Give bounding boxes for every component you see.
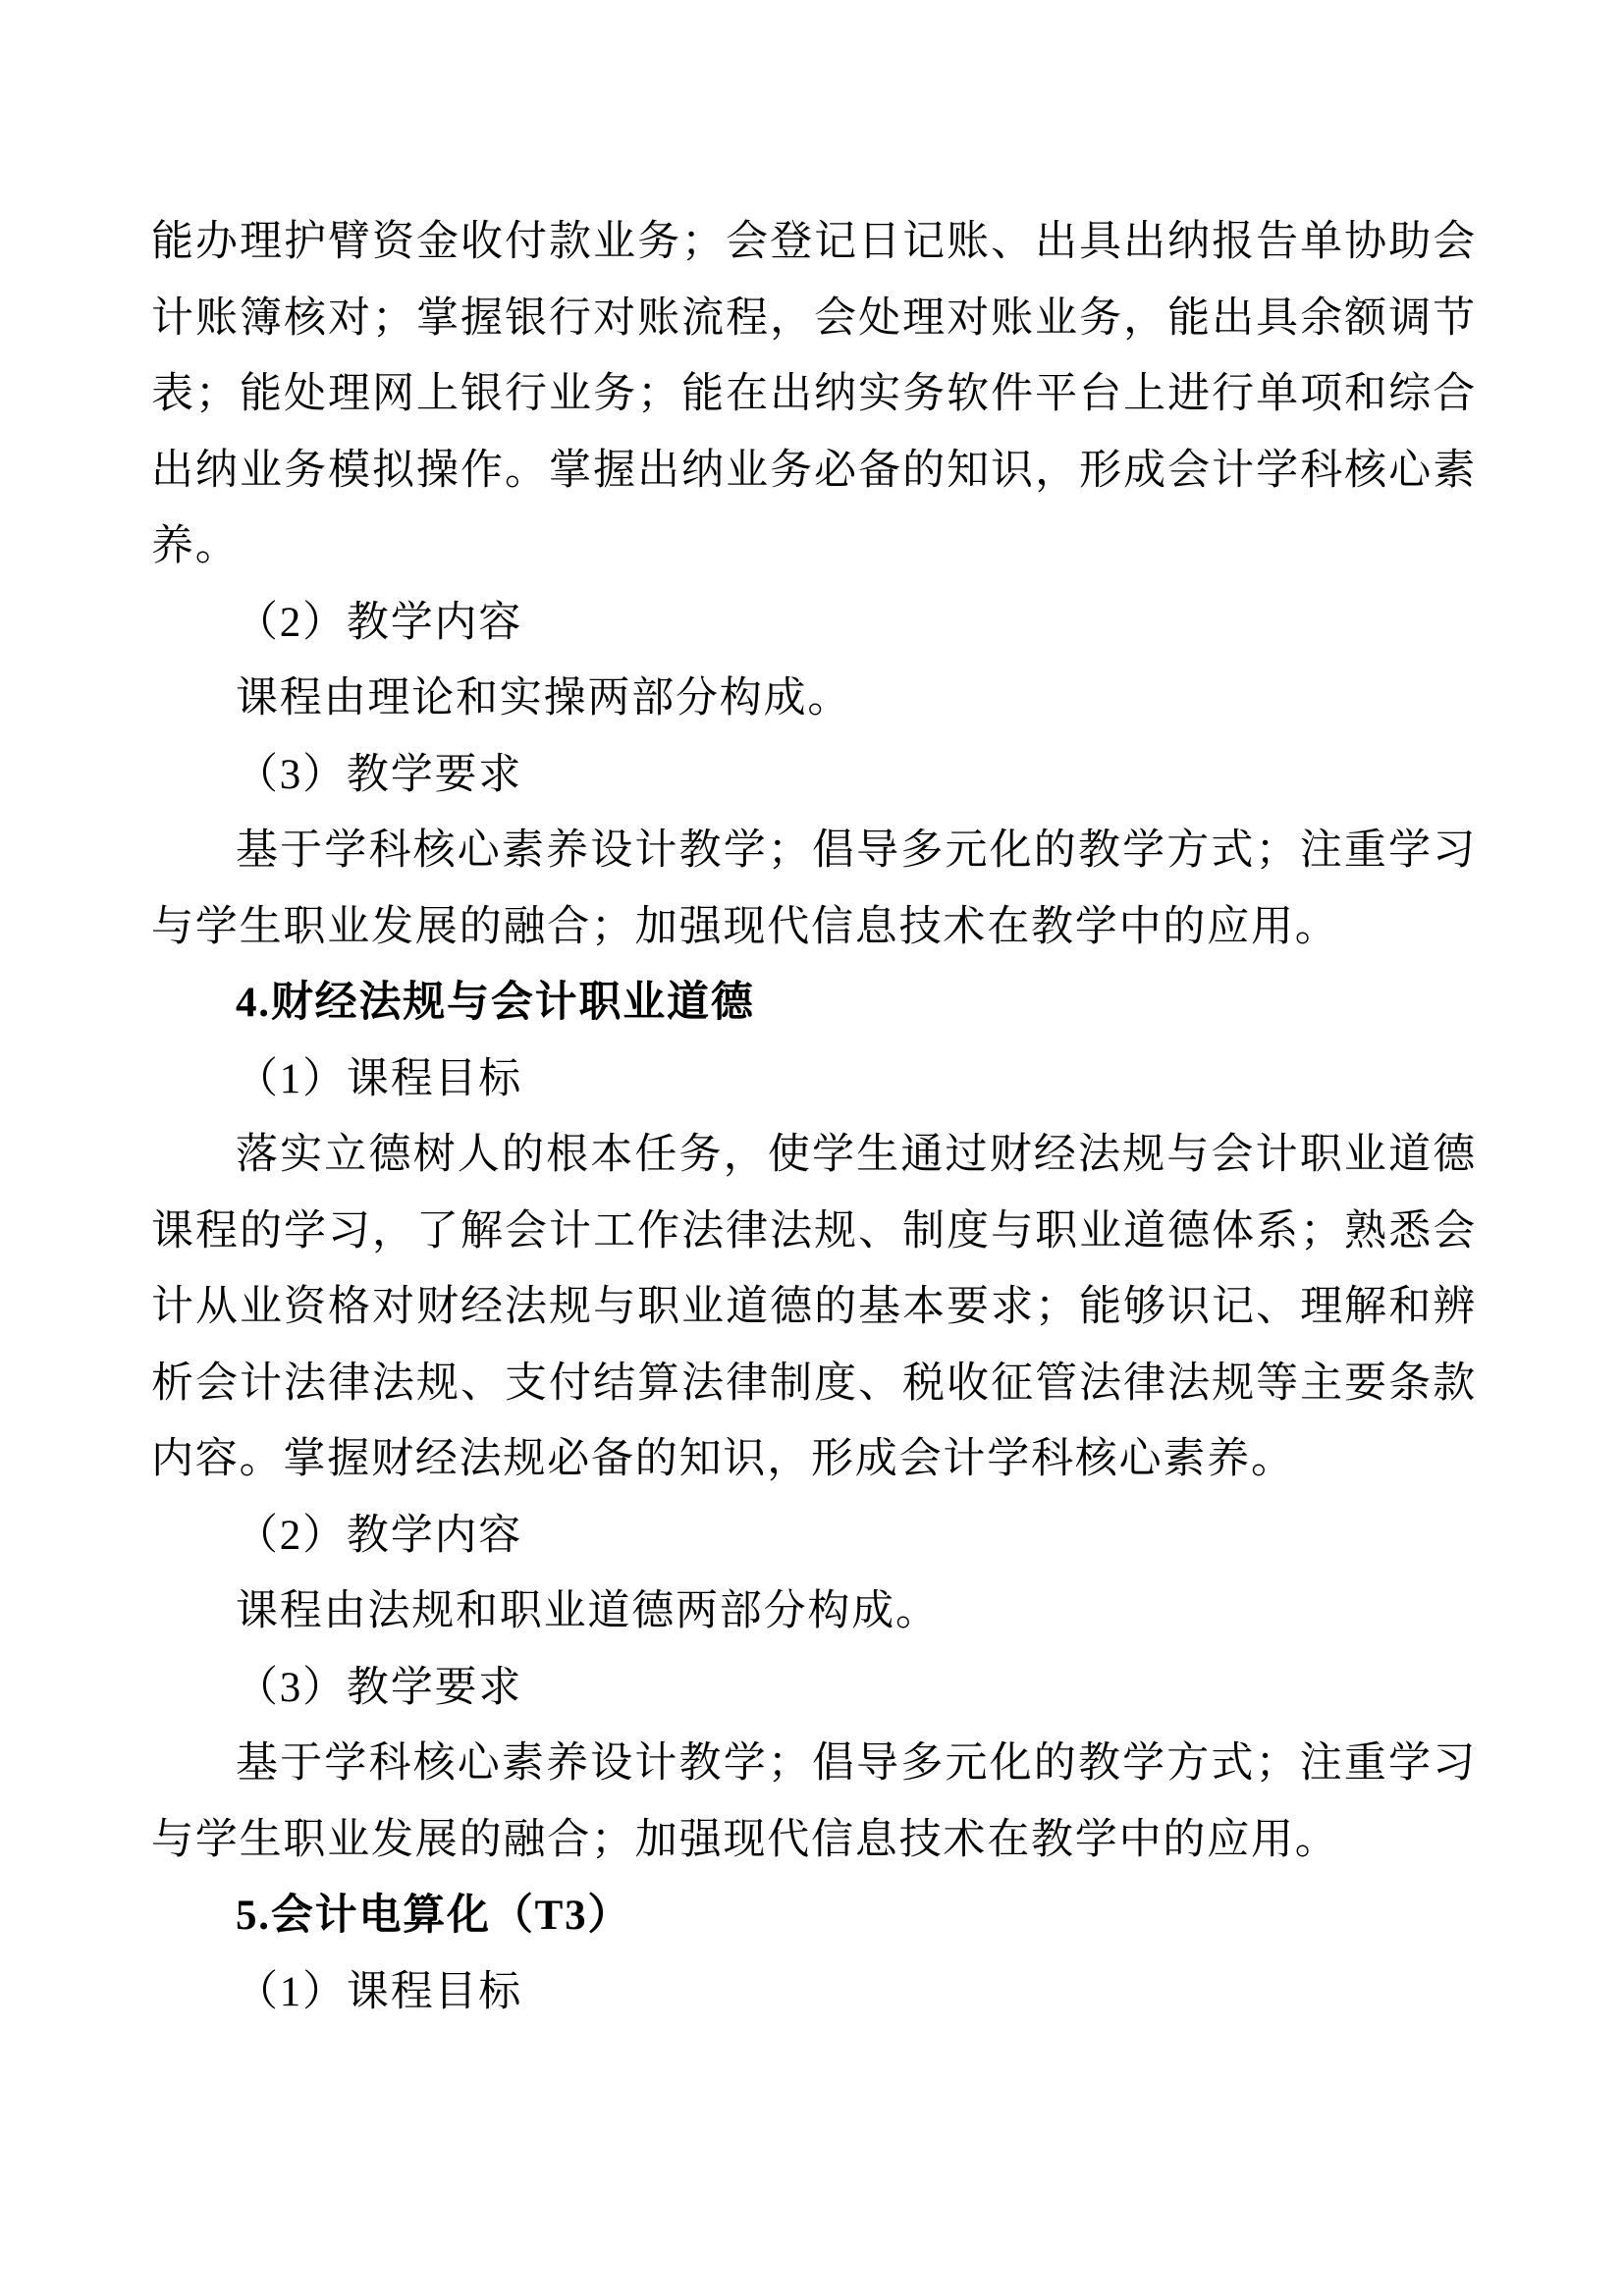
paragraph-finance-law-objective-detail: 落实立德树人的根本任务，使学生通过财经法规与会计职业道德课程的学习，了解会计工作法律法规、制度与职业道德体系；熟悉会计从业资格对财经法规与职业道德的基本要求；能够识记、理解和辨析会计法律法规、支付结算法律制度、税收征管法律法规等主要条款内容。掌握财经法规必备的知识，形成会计学科核心素养。 — [151, 1132, 1477, 1482]
paragraph-course-composition-law-ethics: 课程由法规和职业道德两部分构成。 — [236, 1588, 940, 1634]
subheading-course-objective-1: （1）课程目标 — [236, 1055, 523, 1102]
subheading-teaching-content-2: （2）教学内容 — [236, 599, 523, 646]
paragraph-teaching-requirements-detail-1: 基于学科核心素养设计教学；倡导多元化的教学方式；注重学习与学生职业发展的融合；加强现代信息技术在教学中的应用。 — [151, 828, 1477, 950]
document-body — [151, 204, 1477, 2030]
subheading-teaching-requirements-3b: （3）教学要求 — [236, 1664, 523, 1711]
paragraph-cashier-course-objective-continuation: 能办理护臂资金收付款业务；会登记日记账、出具出纳报告单协助会计账簿核对；掌握银行对账流程，会处理对账业务，能出具余额调节表；能处理网上银行业务；能在出纳实务软件平台上进行单项和综合出纳业务模拟操作。掌握出纳业务必备的知识，形成会计学科核心素养。 — [151, 219, 1477, 569]
heading-course-4-finance-law-ethics: 4.财经法规与会计职业道德 — [236, 980, 755, 1026]
heading-course-5-computerized-accounting: 5.会计电算化（T3） — [236, 1893, 632, 1939]
paragraph-course-composition-theory-practice: 课程由理论和实操两部分构成。 — [236, 675, 852, 721]
subheading-course-objective-1b: （1）课程目标 — [236, 1968, 523, 2015]
subheading-teaching-content-2b: （2）教学内容 — [236, 1512, 523, 1559]
paragraph-teaching-requirements-detail-2: 基于学科核心素养设计教学；倡导多元化的教学方式；注重学习与学生职业发展的融合；加强现代信息技术在教学中的应用。 — [151, 1740, 1477, 1863]
subheading-teaching-requirements-3: （3）教学要求 — [236, 751, 523, 798]
